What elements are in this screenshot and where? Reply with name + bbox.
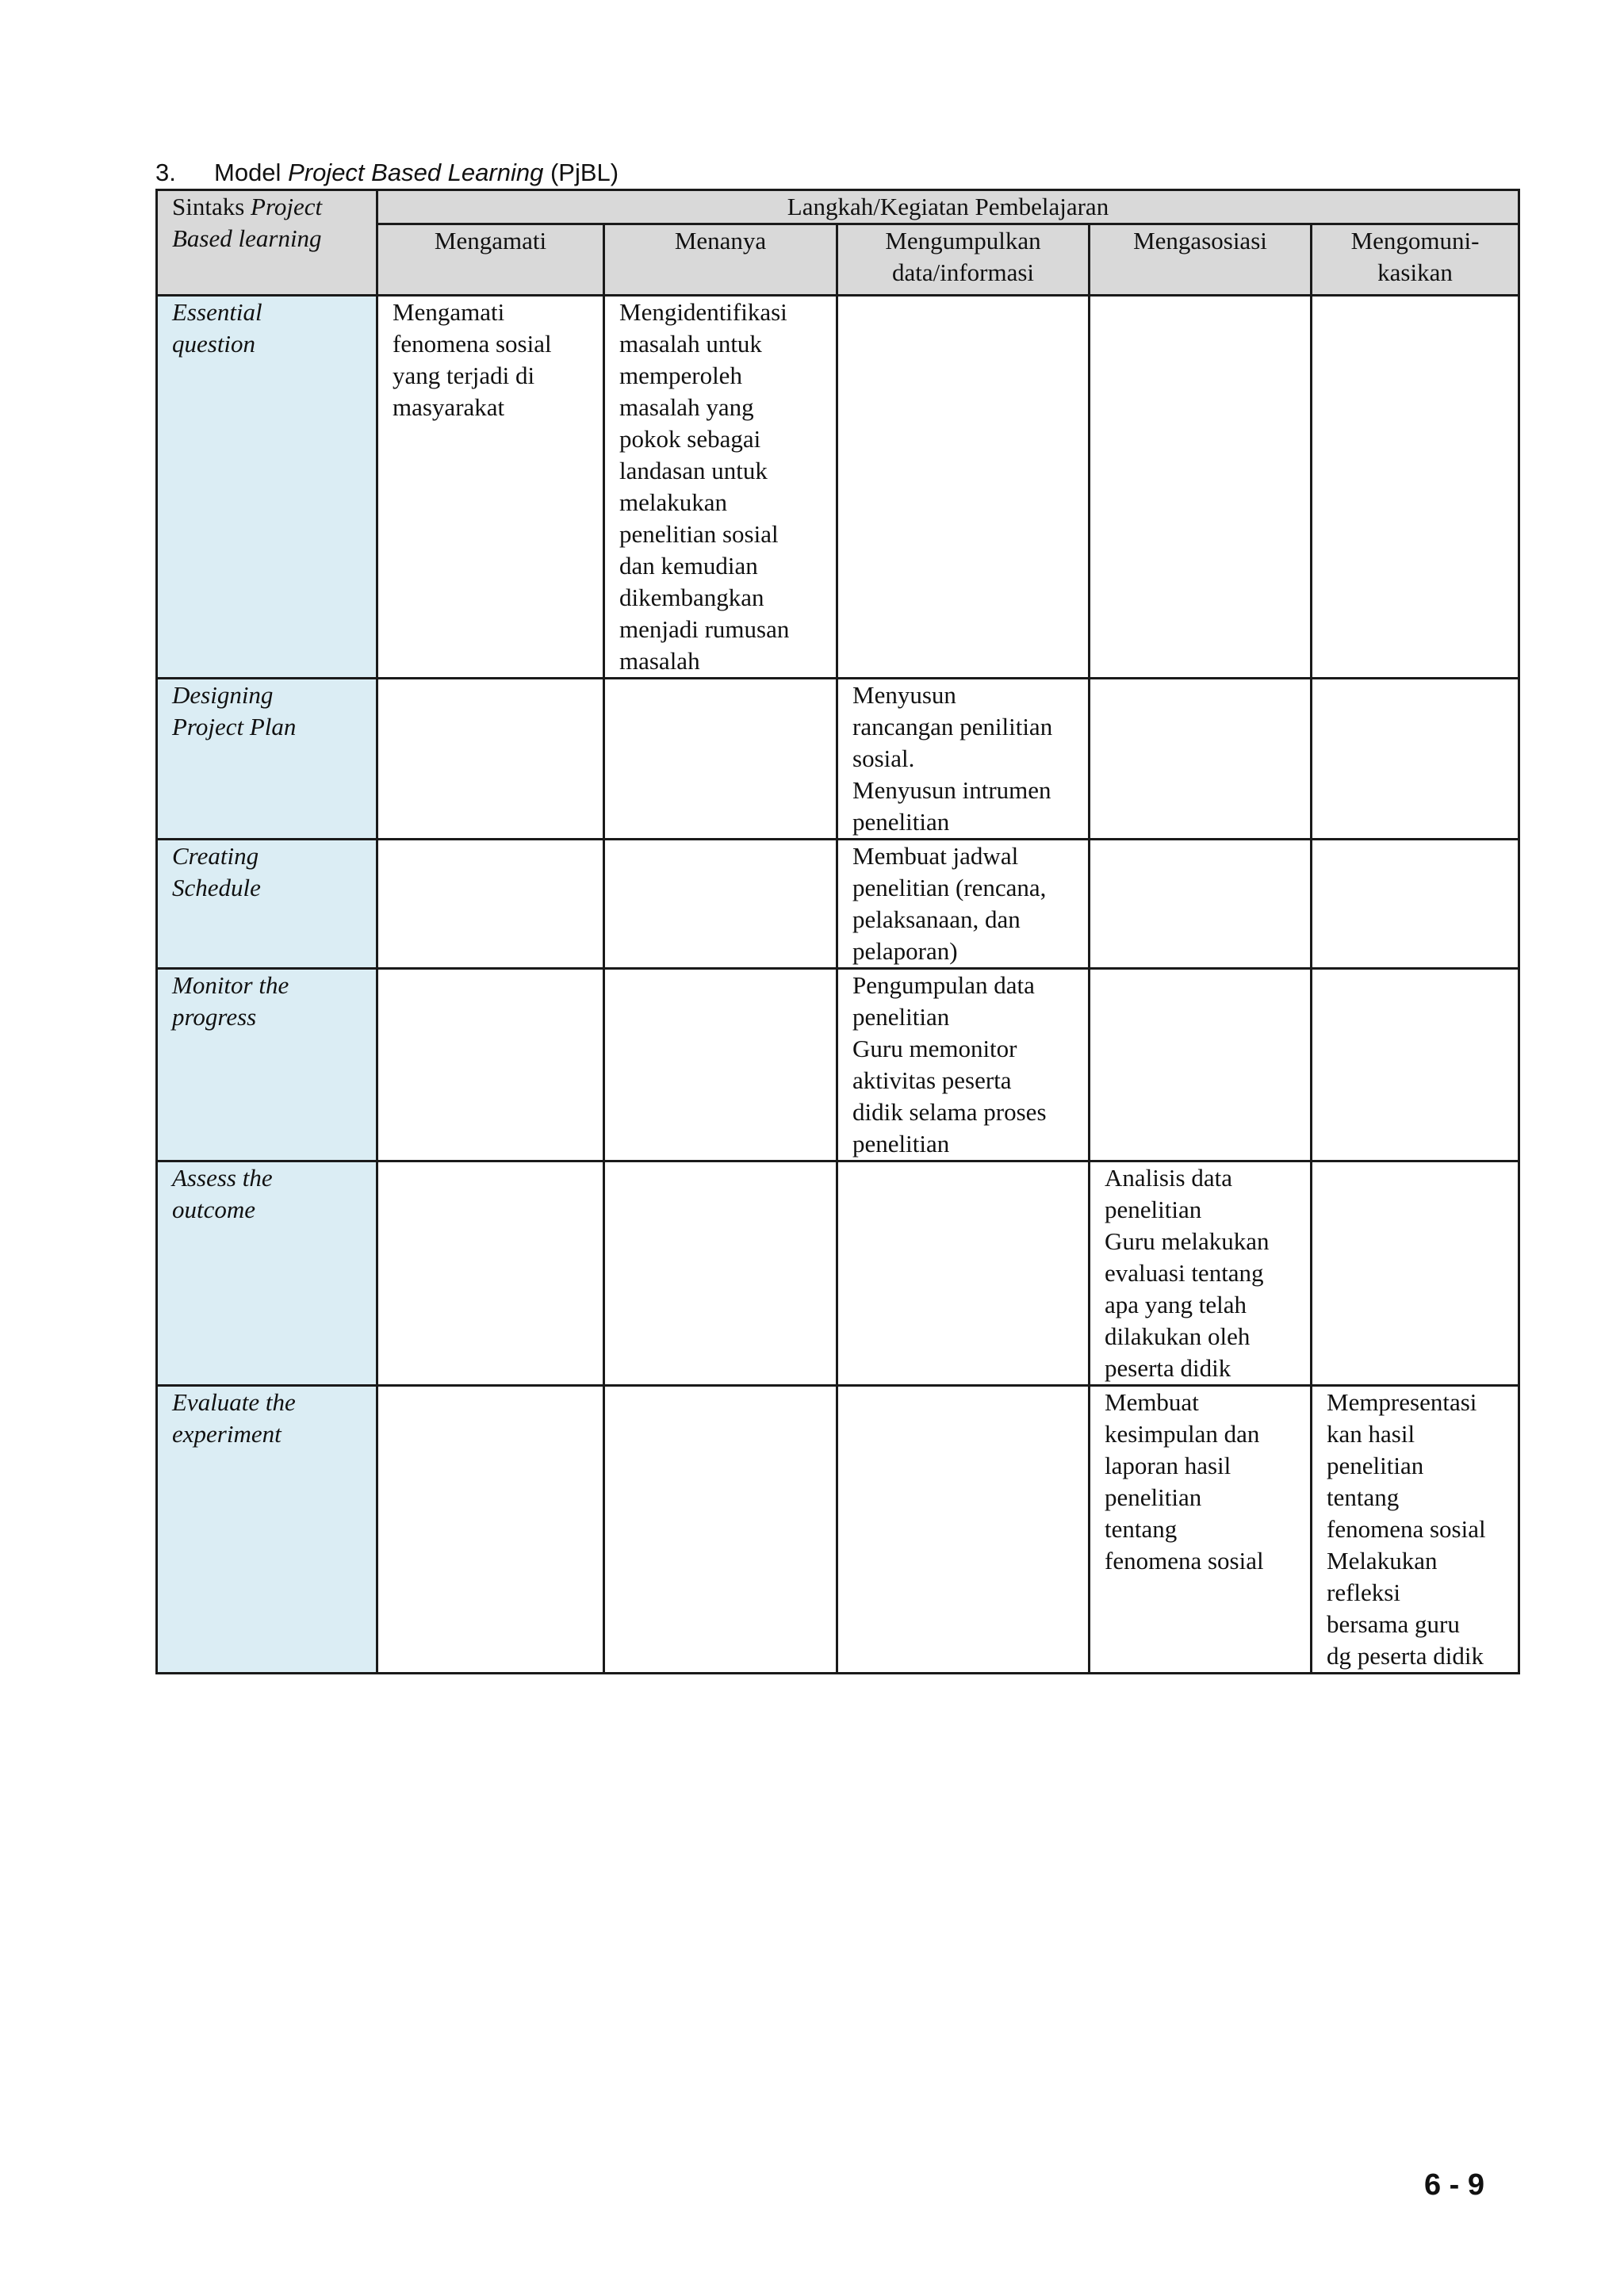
cell-mengasosiasi: Membuat kesimpulan dan laporan hasil penelitian tentang fenomena sosial: [1090, 1386, 1312, 1674]
cell-mengomunikasikan: Mempresentasi kan hasil penelitian tentang fenomena sosial Melakukan refleksi bersama guru dg peserta didik: [1312, 1386, 1519, 1674]
syntax-monitor-the-progress: Monitor the progress: [157, 969, 377, 1161]
syntax-evaluate-the-experiment: Evaluate the experiment: [157, 1386, 377, 1674]
cell-mengomunikasikan: [1312, 840, 1519, 969]
cell-mengomunikasikan: [1312, 1161, 1519, 1386]
table-row: [157, 840, 1519, 969]
cell-mengasosiasi: Analisis data penelitian Guru melakukan evaluasi tentang apa yang telah dilakukan oleh peserta didik: [1090, 1161, 1312, 1386]
table-row: [157, 969, 1519, 1161]
syntax-creating-schedule: Creating Schedule: [157, 840, 377, 969]
section-heading: [155, 157, 619, 189]
heading-suffix: (PjBL): [550, 159, 619, 186]
cell-mengasosiasi: [1090, 840, 1312, 969]
cell-mengasosiasi: [1090, 969, 1312, 1161]
cell-mengumpulkan: Menyusun rancangan penilitian sosial. Menyusun intrumen penelitian: [837, 679, 1090, 840]
cell-mengamati: [377, 840, 604, 969]
heading-prefix: Model: [214, 159, 282, 186]
cell-mengomunikasikan: [1312, 296, 1519, 679]
cell-mengamati: [377, 1161, 604, 1386]
pjbl-table: [155, 189, 1520, 1674]
cell-menanya: [604, 969, 837, 1161]
col-header-mengamati: Mengamati: [377, 224, 604, 296]
header-activities: Langkah/Kegiatan Pembelajaran: [377, 190, 1519, 224]
table-row: [157, 296, 1519, 679]
cell-mengamati: Mengamati fenomena sosial yang terjadi di masyarakat: [377, 296, 604, 679]
cell-mengamati: [377, 679, 604, 840]
syntax-assess-the-outcome: Assess the outcome: [157, 1161, 377, 1386]
cell-mengamati: [377, 969, 604, 1161]
col-header-mengomunikasikan: Mengomuni- kasikan: [1312, 224, 1519, 296]
cell-menanya: [604, 1161, 837, 1386]
col-header-mengumpulkan: Mengumpulkan data/informasi: [837, 224, 1090, 296]
table-row: [157, 1161, 1519, 1386]
cell-mengumpulkan: Membuat jadwal penelitian (rencana, pelaksanaan, dan pelaporan): [837, 840, 1090, 969]
cell-mengumpulkan: [837, 1386, 1090, 1674]
table-row: [157, 1386, 1519, 1674]
page-number: 6 - 9: [1423, 2168, 1484, 2202]
syntax-essential-question: Essential question: [157, 296, 377, 679]
section-number: 3.: [155, 159, 176, 186]
col-header-menanya: Menanya: [604, 224, 837, 296]
cell-menanya: [604, 840, 837, 969]
cell-menanya: Mengidentifikasi masalah untuk memperoleh masalah yang pokok sebagai landasan untuk melakukan penelitian sosial dan kemudian dikembangkan menjadi rumusan masalah: [604, 296, 837, 679]
syntax-designing-project-plan: Designing Project Plan: [157, 679, 377, 840]
cell-menanya: [604, 679, 837, 840]
heading-italic: Project Based Learning: [288, 159, 544, 186]
cell-mengomunikasikan: [1312, 679, 1519, 840]
cell-mengumpulkan: Pengumpulan data penelitian Guru memonitor aktivitas peserta didik selama proses penelitian: [837, 969, 1090, 1161]
cell-menanya: [604, 1386, 837, 1674]
cell-mengumpulkan: [837, 296, 1090, 679]
header-syntax: Sintaks Project Based learning: [157, 190, 377, 296]
cell-mengasosiasi: [1090, 679, 1312, 840]
table-row: [157, 679, 1519, 840]
cell-mengomunikasikan: [1312, 969, 1519, 1161]
cell-mengumpulkan: [837, 1161, 1090, 1386]
col-header-mengasosiasi: Mengasosiasi: [1090, 224, 1312, 296]
cell-mengasosiasi: [1090, 296, 1312, 679]
cell-mengamati: [377, 1386, 604, 1674]
